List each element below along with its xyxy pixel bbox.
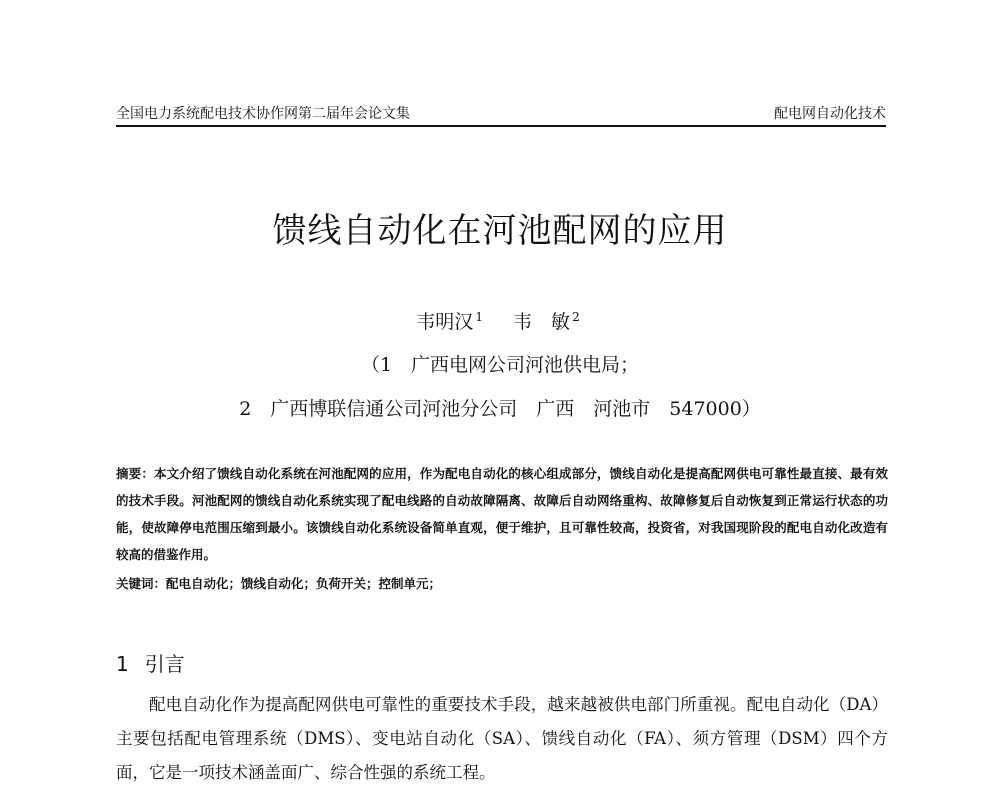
author-affil-marker: 2 <box>572 309 580 324</box>
keywords-text: 配电自动化；馈线自动化；负荷开关；控制单元； <box>166 576 442 591</box>
affiliation-line-1: （1 广西电网公司河池供电局； <box>360 354 640 376</box>
abstract-label: 摘要： <box>116 466 154 481</box>
keywords <box>116 574 888 592</box>
header-section-name: 配电网自动化技术 <box>774 106 886 122</box>
author-name: 韦 敏 <box>513 311 571 333</box>
affiliation-line-2: 2 广西博联信通公司河池分公司 广西 河池市 547000） <box>239 398 761 420</box>
section-title: 引言 <box>144 652 185 676</box>
section-number: 1 <box>116 652 129 676</box>
body-paragraph: 配电自动化作为提高配网供电可靠性的重要技术手段，越来越被供电部门所重视。配电自动化（DA）主要包括配电管理系统（DMS）、变电站自动化（SA）、馈线自动化（FA）、须方管理（DSM）四个方面，它是一项技术涵盖面广、综合性强的系统工程。 <box>116 695 888 782</box>
author-list <box>0 307 1000 334</box>
paper-title: 馈线自动化在河池配网的应用 <box>272 211 728 251</box>
running-header <box>116 103 886 127</box>
abstract <box>116 460 888 568</box>
keywords-label: 关键词： <box>116 576 167 591</box>
abstract-text: 本文介绍了馈线自动化系统在河池配网的应用，作为配电自动化的核心组成部分，馈线自动化是提高配网供电可靠性最直接、最有效的技术手段。河池配网的馈线自动化系统实现了配电线路的自动故障隔离、故障后自动网络重构、故障修复后自动恢复到正常运行状态的功能，使故障停电范围压缩到最小。该馈线自动化系统设备简单直观，便于维护，且可靠性较高，投资省，对我国现阶段的配电自动化改造有较高的借鉴作用。 <box>116 466 888 562</box>
section-heading <box>116 648 185 677</box>
author-affil-marker: 1 <box>475 309 483 324</box>
author-name: 韦明汉 <box>416 311 474 333</box>
header-proceedings-title: 全国电力系统配电技术协作网第二届年会论文集 <box>116 106 410 122</box>
